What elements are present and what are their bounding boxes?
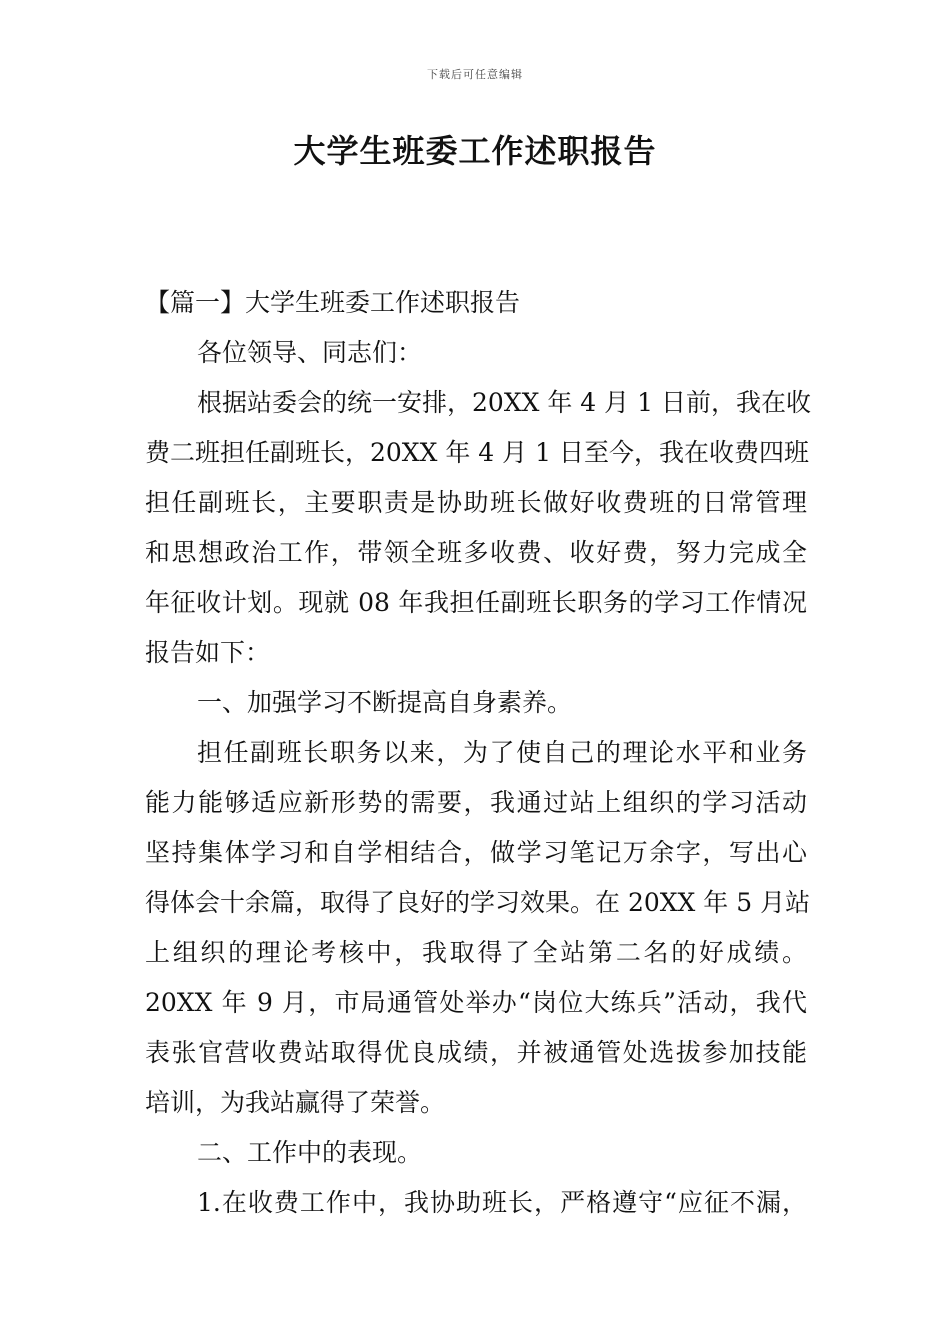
paragraph-line: 培训，为我站赢得了荣誉。 (145, 1088, 446, 1117)
subsection-heading: 二、工作中的表现。 (197, 1138, 423, 1167)
paragraph-line: 上组织的理论考核中，我取得了全站第二名的好成绩。 (145, 938, 807, 967)
paragraph-line: 和思想政治工作，带领全班多收费、收好费，努力完成全 (145, 538, 807, 567)
header-note: 下载后可任意编辑 (427, 68, 523, 81)
paragraph-line: 表张官营收费站取得优良成绩，并被通管处选拔参加技能 (145, 1038, 807, 1067)
paragraph-line: 能力能够适应新形势的需要，我通过站上组织的学习活动 (145, 788, 807, 817)
subsection-heading: 一、加强学习不断提高自身素养。 (197, 688, 573, 717)
paragraph-line: 费二班担任副班长，20XX 年 4 月 1 日至今，我在收费四班 (145, 438, 809, 467)
paragraph-line: 担任副班长，主要职责是协助班长做好收费班的日常管理 (145, 488, 807, 517)
section-heading: 【篇一】大学生班委工作述职报告 (145, 288, 521, 317)
paragraph-line: 坚持集体学习和自学相结合，做学习笔记万余字，写出心 (145, 838, 807, 867)
salutation: 各位领导、同志们： (197, 338, 423, 367)
document-title: 大学生班委工作述职报告 (293, 132, 657, 170)
paragraph-line: 担任副班长职务以来，为了使自己的理论水平和业务 (197, 738, 807, 767)
document-body (145, 278, 811, 1228)
paragraph-line: 1.在收费工作中，我协助班长，严格遵守“应征不漏， (197, 1188, 807, 1217)
paragraph-line: 得体会十余篇，取得了良好的学习效果。在 20XX 年 5 月站 (145, 888, 811, 917)
paragraph-line: 根据站委会的统一安排，20XX 年 4 月 1 日前，我在收 (197, 388, 811, 417)
paragraph-line: 20XX 年 9 月，市局通管处举办“岗位大练兵”活动，我代 (145, 988, 807, 1017)
paragraph-line: 报告如下： (145, 638, 271, 667)
paragraph-line: 年征收计划。现就 08 年我担任副班长职务的学习工作情况 (145, 588, 807, 617)
